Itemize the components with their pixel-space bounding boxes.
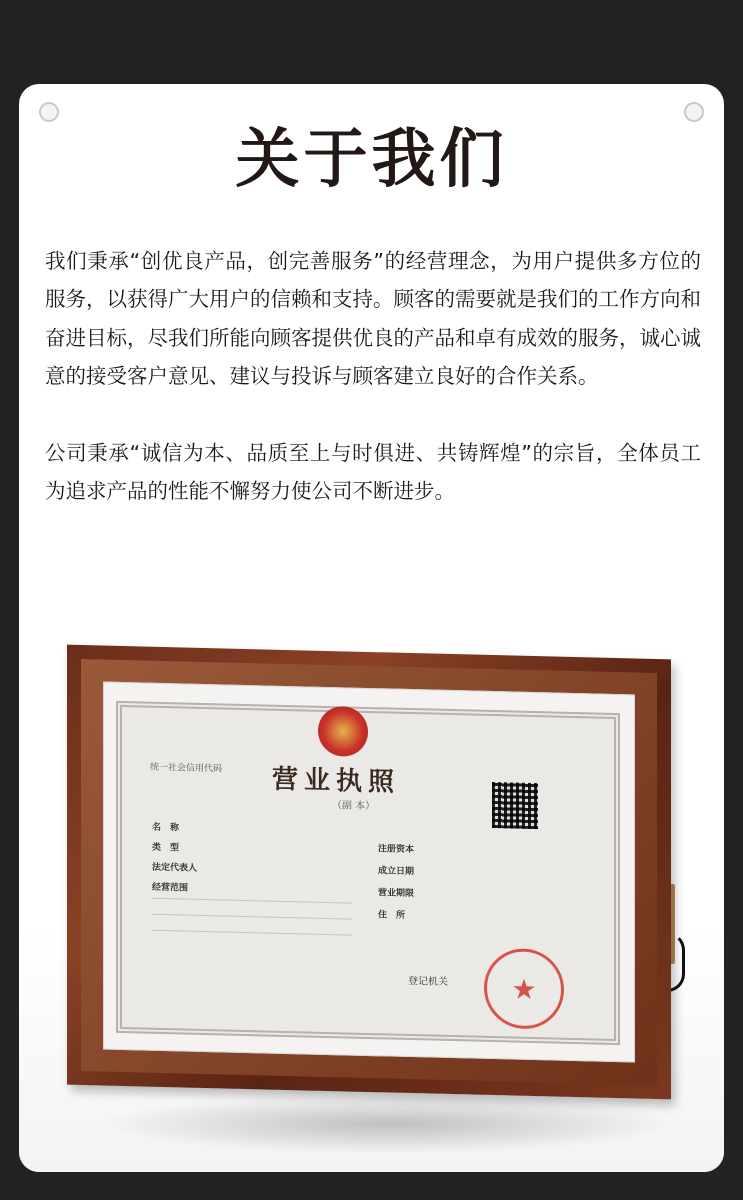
intro-paragraph-2: 公司秉承“诚信为本、品质至上与时俱进、共铸辉煌”的宗旨，全体员工为追求产品的性能不懈努力使公司不断进步。 bbox=[45, 441, 701, 504]
license-rule bbox=[152, 914, 352, 920]
frame-shadow bbox=[99, 1094, 679, 1154]
page-title: 关于我们 bbox=[235, 123, 508, 197]
license-field-capital: 注册资本 bbox=[378, 844, 415, 856]
frame-mat bbox=[103, 681, 635, 1062]
wooden-frame bbox=[67, 645, 671, 1100]
license-register-authority: 登记机关 bbox=[408, 975, 448, 988]
license-field-name: 名 称 bbox=[152, 822, 180, 834]
license-rule bbox=[152, 898, 352, 904]
license-field-date: 成立日期 bbox=[378, 866, 415, 878]
license-field-legal-rep: 法定代表人 bbox=[152, 862, 198, 874]
intro-paragraph-1: 我们秉承“创优良产品，创完善服务”的经营理念，为用户提供多方位的服务，以获得广大用户的信赖和支持。顾客的需要就是我们的工作方向和奋进目标，尽我们所能向顾客提供优良的产品和卓有成效的服务，诚心诚意的接受客户意见、建议与投诉与顾客建立良好的合作关系。 bbox=[45, 249, 701, 389]
license-field-type: 类 型 bbox=[152, 842, 180, 854]
qr-code-icon bbox=[492, 782, 538, 829]
punch-hole-right bbox=[684, 102, 704, 122]
seal-star-icon: ★ bbox=[511, 971, 537, 1006]
license-field-scope: 经营范围 bbox=[152, 882, 189, 894]
official-seal-icon bbox=[484, 948, 564, 1030]
frame-bevel bbox=[81, 659, 657, 1085]
license-subtitle: （副 本） bbox=[332, 800, 376, 813]
punch-hole-left bbox=[39, 102, 59, 122]
content-card bbox=[19, 84, 724, 1172]
license-title: 营业执照 bbox=[272, 764, 401, 798]
license-rule bbox=[152, 930, 352, 936]
license-document bbox=[116, 701, 620, 1045]
business-license-photo bbox=[19, 554, 724, 1172]
national-emblem-icon bbox=[318, 706, 368, 757]
license-field-address: 住 所 bbox=[378, 910, 406, 921]
license-field-term: 营业期限 bbox=[378, 888, 415, 900]
license-code-label: 统一社会信用代码 bbox=[150, 762, 223, 775]
